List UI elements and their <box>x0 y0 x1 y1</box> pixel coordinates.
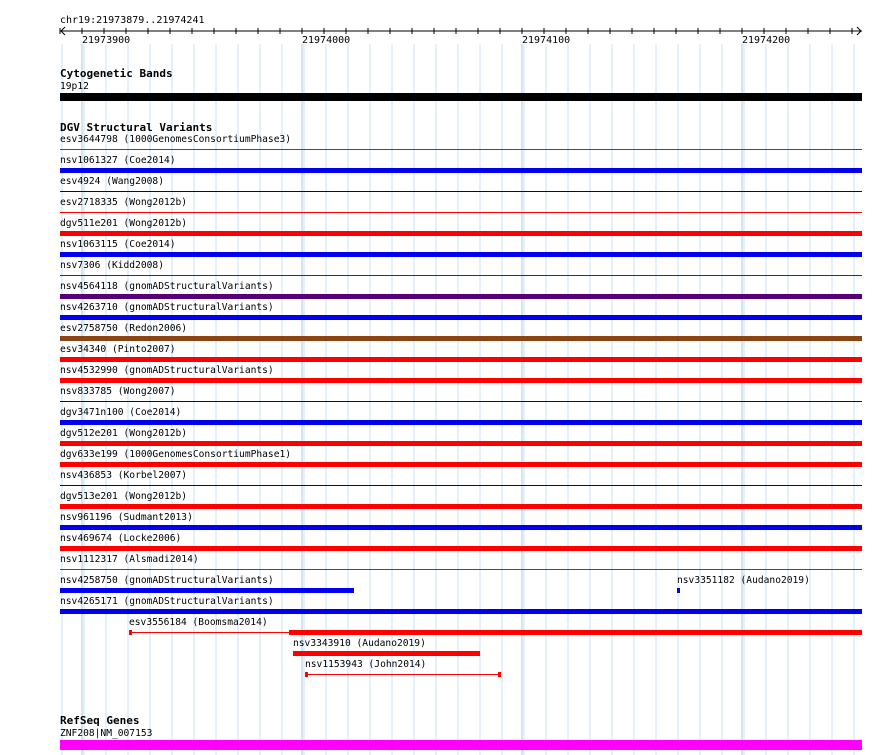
dgv-feature-label: nsv961196 (Sudmant2013) <box>60 512 193 523</box>
ruler-tick-label-4: 21974200 <box>742 35 791 46</box>
dgv-feature-label: nsv1063115 (Coe2014) <box>60 239 176 250</box>
dgv-feature-label: nsv4532990 (gnomADStructuralVariants) <box>60 365 274 376</box>
dgv-feature-label: nsv1061327 (Coe2014) <box>60 155 176 166</box>
dgv-feature-label: nsv4258750 (gnomADStructuralVariants) <box>60 575 274 586</box>
dgv-feature-label: dgv633e199 (1000GenomesConsortiumPhase1) <box>60 449 292 460</box>
dgv-feature-label: nsv469674 (Locke2006) <box>60 533 182 544</box>
dgv-feature-label: nsv4265171 (gnomADStructuralVariants) <box>60 596 274 607</box>
dgv-feature-label: esv4924 (Wang2008) <box>60 176 164 187</box>
dgv-feature-label: nsv833785 (Wong2007) <box>60 386 176 397</box>
dgv-feature-bar[interactable] <box>129 632 289 633</box>
dgv-feature-bar[interactable] <box>60 378 862 383</box>
dgv-feature-bar[interactable] <box>60 588 354 593</box>
ruler-tick-label-2: 21974000 <box>302 35 351 46</box>
cytoband-feature-bar[interactable] <box>60 93 862 101</box>
dgv-feature-label: nsv3343910 (Audano2019) <box>293 638 426 649</box>
dgv-feature-label: dgv511e201 (Wong2012b) <box>60 218 188 229</box>
location-label: chr19:21973879..21974241 <box>60 15 205 26</box>
dgv-feature-label: esv3644798 (1000GenomesConsortiumPhase3) <box>60 134 292 145</box>
dgv-feature-bar[interactable] <box>60 231 862 236</box>
dgv-feature-bar[interactable] <box>60 525 862 530</box>
dgv-feature-bar[interactable] <box>60 191 862 192</box>
dgv-feature-bar[interactable] <box>60 252 862 257</box>
dgv-feature-label: nsv436853 (Korbel2007) <box>60 470 188 481</box>
dgv-feature-bar[interactable] <box>60 168 862 173</box>
dgv-feature-label: nsv4564118 (gnomADStructuralVariants) <box>60 281 274 292</box>
refseq-track-title[interactable]: RefSeq Genes <box>60 714 140 727</box>
dgv-feature-bar[interactable] <box>60 546 862 551</box>
dgv-feature-bar[interactable] <box>60 401 862 402</box>
dgv-feature-end-marker <box>498 672 501 677</box>
dgv-feature-bar[interactable] <box>293 651 480 656</box>
ruler-tick-label-1: 21973900 <box>82 35 131 46</box>
dgv-feature-label: nsv3351182 (Audano2019) <box>677 575 810 586</box>
dgv-feature-bar[interactable] <box>60 357 862 362</box>
cytoband-track-title[interactable]: Cytogenetic Bands <box>60 67 173 80</box>
dgv-feature-label: dgv3471n100 (Coe2014) <box>60 407 182 418</box>
dgv-feature-bar[interactable] <box>60 275 862 276</box>
dgv-feature-bar[interactable] <box>60 609 862 614</box>
dgv-feature-label: esv2758750 (Redon2006) <box>60 323 188 334</box>
dgv-feature-label: dgv512e201 (Wong2012b) <box>60 428 188 439</box>
dgv-feature-bar[interactable] <box>289 630 862 635</box>
dgv-feature-bar[interactable] <box>60 504 862 509</box>
refseq-feature-label: ZNF208|NM_007153 <box>60 728 153 739</box>
dgv-feature-label: esv34340 (Pinto2007) <box>60 344 176 355</box>
dgv-feature-label: esv3556184 (Boomsma2014) <box>129 617 268 628</box>
dgv-feature-label: nsv4263710 (gnomADStructuralVariants) <box>60 302 274 313</box>
ruler-tick-label-3: 21974100 <box>522 35 571 46</box>
dgv-feature-label: esv2718335 (Wong2012b) <box>60 197 188 208</box>
dgv-feature-bar[interactable] <box>60 462 862 467</box>
dgv-feature-bar[interactable] <box>60 420 862 425</box>
dgv-feature-label: nsv7306 (Kidd2008) <box>60 260 164 271</box>
dgv-feature-bar[interactable] <box>60 149 862 150</box>
dgv-feature-bar[interactable] <box>305 674 501 675</box>
dgv-feature-bar[interactable] <box>60 212 862 213</box>
dgv-feature-bar[interactable] <box>60 336 862 341</box>
dgv-track-title[interactable]: DGV Structural Variants <box>60 121 213 134</box>
dgv-feature-bar[interactable] <box>677 588 680 593</box>
dgv-feature-bar[interactable] <box>60 294 862 299</box>
cytoband-feature-label: 19p12 <box>60 81 89 92</box>
dgv-feature-bar[interactable] <box>60 485 862 486</box>
dgv-feature-label: dgv513e201 (Wong2012b) <box>60 491 188 502</box>
dgv-feature-bar[interactable] <box>60 315 862 320</box>
dgv-feature-bar[interactable] <box>60 569 862 570</box>
dgv-feature-label: nsv1153943 (John2014) <box>305 659 427 670</box>
refseq-feature-bar[interactable] <box>60 740 862 750</box>
dgv-feature-label: nsv1112317 (Alsmadi2014) <box>60 554 199 565</box>
dgv-feature-end-marker <box>305 672 308 677</box>
dgv-feature-end-marker <box>129 630 132 635</box>
dgv-feature-bar[interactable] <box>60 441 862 446</box>
